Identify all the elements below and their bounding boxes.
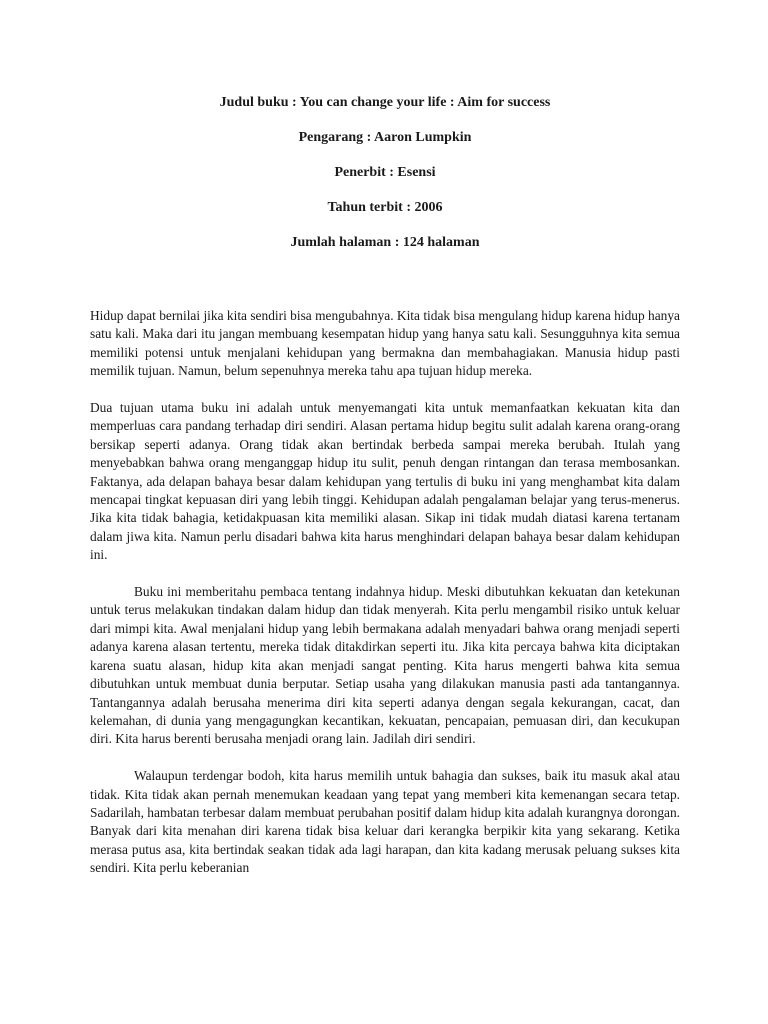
paragraph-1: Hidup dapat bernilai jika kita sendiri bisa mengubahnya. Kita tidak bisa mengulang hidup karena hidup hanya satu kali. Maka dari itu jangan membuang kesempatan hidup yang hanya satu kali. Sesungguhnya kita semua memiliki potensi untuk menjalani kehidupan yang bermakna dan membahagiakan. Manusia hidup pasti memilik tujuan. Namun, belum sepenuhnya mereka tahu apa tujuan hidup mereka. [90,308,680,379]
paragraph-2: Dua tujuan utama buku ini adalah untuk menyemangati kita untuk memanfaatkan kekuatan kita dan memperluas cara pandang terhadap diri sendiri. Alasan pertama hidup begitu sulit adalah karena orang-orang bersikap seperti adanya. Orang tidak akan bertindak berbeda sampai mereka berubah. Itulah yang menyebabkan bahwa orang menganggap hidup itu sulit, penuh dengan rintangan dan terasa membosankan. Faktanya, ada delapan bahaya besar dalam kehidupan yang tertulis di buku ini yang menghambat kita dalam mencapai tingkat kepuasan diri yang lebih tinggi. Kehidupan adalah pengalaman belajar yang terus-menerus. Jika kita tidak bahagia, ketidakpuasan kita memiliki alasan. Sikap ini tidak mudah diatasi karena tertanam dalam jiwa kita. Namun perlu disadari bahwa kita harus menghindari delapan bahaya besar dalam kehidupan ini. [90,400,680,563]
document-body [90,307,680,896]
book-year: Tahun terbit : 2006 [327,200,443,215]
book-publisher: Penerbit : Esensi [334,165,436,180]
paragraph-3: Buku ini memberitahu pembaca tentang indahnya hidup. Meski dibutuhkan kekuatan dan ketekunan untuk terus melakukan tindakan dalam hidup dan tidak menyerah. Kita perlu mengambil risiko untuk keluar dari mimpi kita. Awal menjalani hidup yang lebih bermakana adalah menyadari bahwa orang menjadi seperti adanya karena alasan tertentu, mereka tidak ditakdirkan seperti itu. Jika kita percaya bahwa kita diciptakan karena suatu alasan, hidup kita akan menjadi sangat penting. Kita harus mengerti bahwa kita semua dibutuhkan untuk membuat dunia berputar. Setiap usaha yang dilakukan manusia pasti ada tantangannya. Tantangannya adalah berusaha menerima diri kita seperti adanya dengan segala kekurangan, cacat, dan kelemahan, di dunia yang mengagungkan kecantikan, kekuatan, pencapaian, pemuasan diri, dan kecukupan diri. Kita harus berenti berusaha menjadi orang lain. Jadilah diri sendiri. [90,584,680,747]
paragraph-4: Walaupun terdengar bodoh, kita harus memilih untuk bahagia dan sukses, baik itu masuk akal atau tidak. Kita tidak akan pernah menemukan keadaan yang tepat yang memberi kita kemenangan secara tetap. Sadarilah, hambatan terbesar dalam membuat perubahan positif dalam hidup kita adalah kurangnya dorongan. Banyak dari kita menahan diri karena tidak bisa keluar dari kerangka berpikir kita yang sekarang. Ketika merasa putus asa, kita bertindak seakan tidak ada lagi harapan, dan kita kadang merusak peluang sukses kita sendiri. Kita perlu keberanian [90,768,680,876]
book-info-header [90,94,680,269]
book-page-count: Jumlah halaman : 124 halaman [290,235,480,250]
book-title: Judul buku : You can change your life : Aim for success [219,95,551,110]
book-author: Pengarang : Aaron Lumpkin [298,130,472,145]
